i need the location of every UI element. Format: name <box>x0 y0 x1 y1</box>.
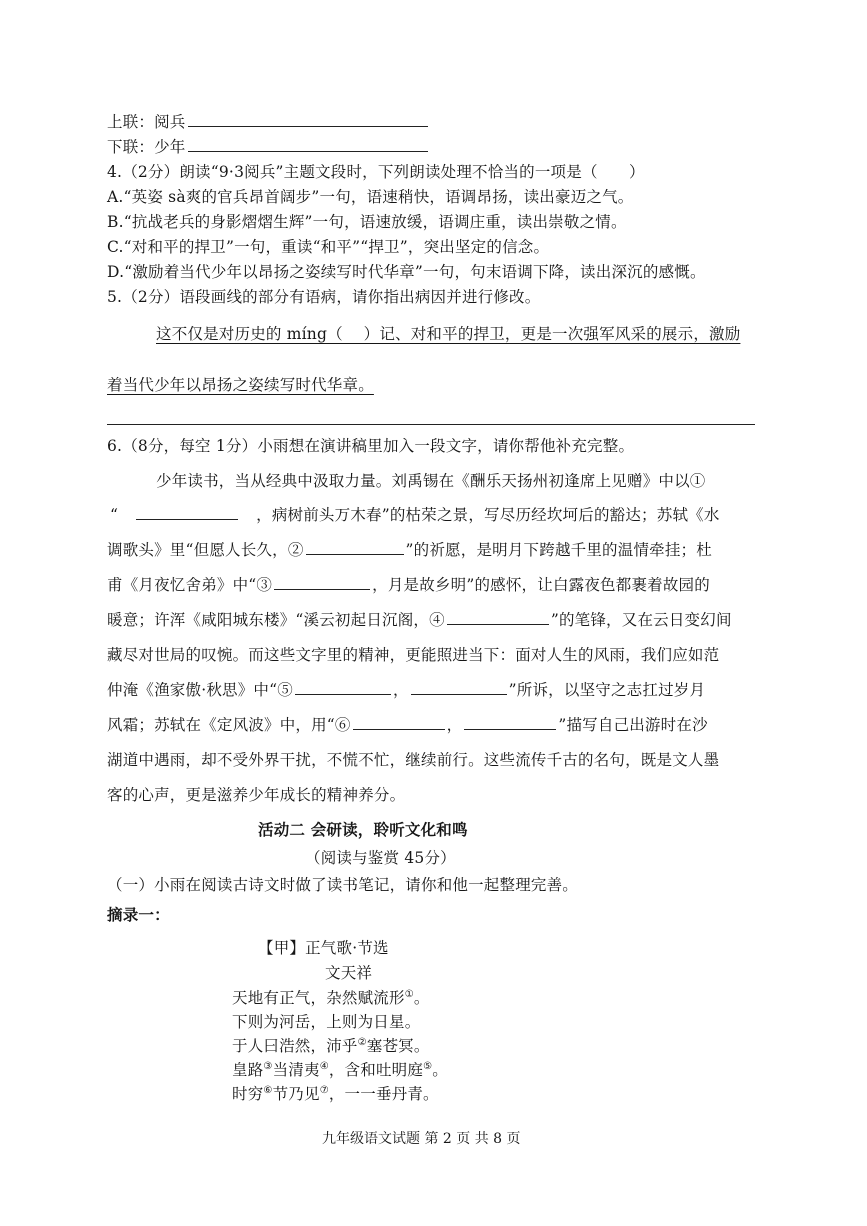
q6-line-1: 少年读书，当从经典中汲取力量。刘禹锡在《酬乐天扬州初逢席上见赠》中以① <box>156 472 706 490</box>
q6-blank-4[interactable] <box>447 610 549 625</box>
q6-line-4 <box>107 573 710 595</box>
note-3: ③ <box>263 1060 273 1072</box>
note-4: ④ <box>319 1060 329 1072</box>
note-1: ① <box>404 988 414 1000</box>
q6-blank-2[interactable] <box>306 540 404 555</box>
couplet-upper-blank[interactable] <box>188 112 428 127</box>
q6-line-8 <box>107 713 708 735</box>
q6-line-7-text-c: ”所诉，以坚守之志扛过岁月 <box>508 681 706 699</box>
q6-line-7 <box>107 678 705 700</box>
couplet-lower <box>107 135 430 157</box>
poem-line-3-text-b: 塞苍冥。 <box>366 1037 430 1055</box>
activity-2-title: 活动二 会研读，聆听文化和鸣 <box>258 821 468 839</box>
q6-blank-6[interactable] <box>411 680 507 695</box>
page-footer: 九年级语文试题 第 2 页 共 8 页 <box>322 1131 521 1147</box>
q4-option-c: C.“对和平的捍卫”一句，重读“和平”“捍卫”，突出坚定的信念。 <box>107 238 550 256</box>
note-6: ⑥ <box>263 1084 273 1096</box>
poem-line-1 <box>232 986 430 1008</box>
poem-line-5-text-c: ，一一垂丹青。 <box>328 1085 439 1103</box>
poem-author: 文天祥 <box>325 964 373 982</box>
q4-stem: 4.（2分）朗读“9·3阅兵”主题文段时，下列朗读处理不恰当的一项是（ ） <box>107 163 645 181</box>
q5-answer-line[interactable] <box>107 424 755 425</box>
q6-line-4-text-b: ，月是故乡明”的感怀，让白露夜色都裹着故园的 <box>372 576 710 594</box>
poem-title: 【甲】正气歌·节选 <box>258 939 389 957</box>
q5-stem: 5.（2分）语段画线的部分有语病，请你指出病因并进行修改。 <box>107 288 541 306</box>
q6-line-7-comma: ， <box>392 681 409 699</box>
poem-line-2: 下则为河岳，上则为日星。 <box>232 1013 421 1031</box>
poem-line-4-text-b: 当清夷 <box>272 1061 320 1079</box>
poem-line-1-text: 天地有正气，杂然赋流形 <box>232 989 405 1007</box>
q6-line-9: 湖道中遇雨，却不受外界干扰，不慌不忙，继续前行。这些流传千古的名句，既是文人墨 <box>107 751 720 769</box>
q6-line-8-text-c: ”描写自己出游时在沙 <box>558 716 708 734</box>
poem-line-4-text-c: ，含和吐明庭 <box>328 1061 424 1079</box>
poem-line-5-text-b: 节乃见 <box>272 1085 320 1103</box>
poem-line-5-text-a: 时穷 <box>232 1085 264 1103</box>
q6-line-3-text-a: 调歌头》里“但愿人长久，② <box>107 541 304 559</box>
poem-line-3-text-a: 于人曰浩然，沛乎 <box>232 1037 358 1055</box>
poem-line-3 <box>232 1034 430 1056</box>
q6-blank-3[interactable] <box>274 575 370 590</box>
q6-line-10: 客的心声，更是滋养少年成长的精神养分。 <box>107 786 406 804</box>
couplet-upper-label: 上联：阅兵 <box>107 113 186 131</box>
q6-blank-1[interactable] <box>136 505 238 520</box>
couplet-lower-label: 下联：少年 <box>107 138 186 156</box>
q6-line-6: 藏尽对世局的叹惋。而这些文字里的精神，更能照进当下：面对人生的风雨，我们应如范 <box>107 646 720 664</box>
q4-option-d: D.“激励着当代少年以昂扬之姿续写时代华章”一句，句末语调下降，读出深沉的感慨。 <box>107 263 706 281</box>
note-5: ⑤ <box>423 1060 433 1072</box>
q6-blank-7[interactable] <box>353 715 445 730</box>
q5-underlined-line-1: 这不仅是对历史的 míng（ ）记、对和平的捍卫，更是一次强军风采的展示，激励 <box>156 325 741 343</box>
couplet-upper <box>107 110 430 132</box>
q6-line-5-text-a: 暖意；许浑《咸阳城东楼》“溪云初起日沉阁，④ <box>107 611 445 629</box>
excerpt-1-label: 摘录一： <box>107 906 170 924</box>
q6-line-7-text-a: 仲淹《渔家傲·秋思》中“⑤ <box>107 681 293 699</box>
q4-option-a: A.“英姿 sà爽的官兵昂首阔步”一句，语速稍快，语调昂扬，读出豪迈之气。 <box>107 188 634 206</box>
q4-option-b: B.“抗战老兵的身影熠熠生辉”一句，语速放缓，语调庄重，读出崇敬之情。 <box>107 213 627 231</box>
q6-line-5 <box>107 608 732 630</box>
q6-stem: 6.（8分，每空 1分）小雨想在演讲稿里加入一段文字，请你帮他补充完整。 <box>107 437 635 455</box>
q6-line-2-quote: “ <box>110 506 119 524</box>
note-7: ⑦ <box>319 1084 329 1096</box>
q6-line-5-text-b: ”的笔锋，又在云日变幻间 <box>550 611 732 629</box>
poem-line-4-text-a: 皇路 <box>232 1061 264 1079</box>
couplet-lower-blank[interactable] <box>188 137 428 152</box>
q6-line-2-text: ，病树前头万木春”的枯荣之景，写尽历经坎坷后的豁达；苏轼《水 <box>256 506 720 524</box>
q6-line-8-text-a: 风霜；苏轼在《定风波》中，用“⑥ <box>107 716 351 734</box>
poem-line-1-end: 。 <box>413 989 430 1007</box>
activity-2-subtitle: （阅读与鉴赏 45分） <box>305 849 456 867</box>
poem-line-4 <box>232 1058 448 1080</box>
q6-line-8-comma: ， <box>446 716 463 734</box>
q6-blank-5[interactable] <box>295 680 391 695</box>
poem-line-4-end: 。 <box>432 1061 448 1079</box>
q6-line-3 <box>107 538 712 560</box>
q6-line-4-text-a: 甫《月夜忆舍弟》中“③ <box>107 576 273 594</box>
q6-blank-8[interactable] <box>464 715 556 730</box>
note-2: ② <box>357 1036 367 1048</box>
q6-line-3-text-b: ”的祈愿，是明月下跨越千里的温情牵挂；杜 <box>405 541 712 559</box>
poem-line-5 <box>232 1082 439 1104</box>
reading-notes-intro: （一）小雨在阅读古诗文时做了读书笔记，请你和他一起整理完善。 <box>107 876 579 894</box>
q6-line-2 <box>110 503 720 525</box>
q5-underlined-line-2: 着当代少年以昂扬之姿续写时代华章。 <box>107 376 374 394</box>
